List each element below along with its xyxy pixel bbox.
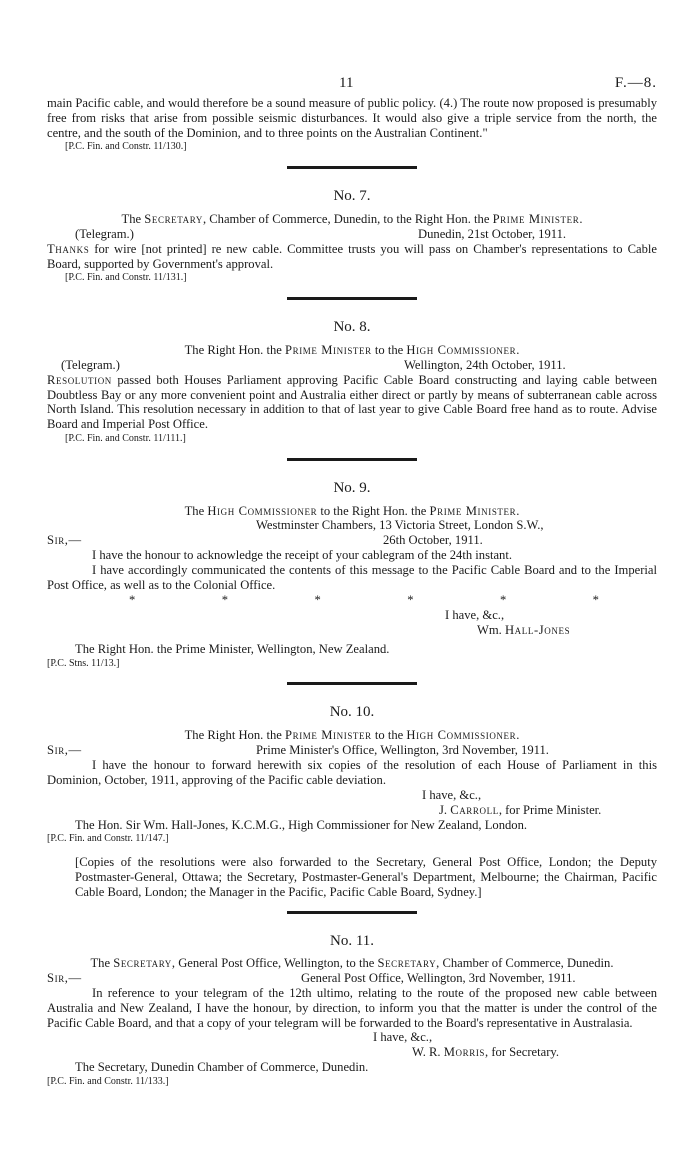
section-heading: No. 9.	[333, 479, 371, 496]
star: *	[407, 592, 414, 607]
file-reference: [P.C. Fin. and Constr. 11/111.]	[65, 432, 186, 444]
star: *	[221, 592, 229, 607]
file-reference: [P.C. Fin. and Constr. 11/131.]	[65, 272, 187, 284]
star: *	[592, 592, 599, 607]
signature-line	[47, 623, 657, 638]
telegram-body: Resolution passed both Houses Parliament approving Pacific Cable Board constructing and laying cable between Doubtless Bay or any more convenient point and Australia either direct or partly by means of subterranean cable across North Island. This resolution necessary in addition to that of last year to give Cable Board free hand as to route. Advise Board and Imperial Post Office.	[47, 372, 657, 432]
section-divider	[287, 458, 417, 461]
letter-title: The Right Hon. the Prime Minister to the High Commissioner.	[184, 728, 520, 743]
file-reference: [P.C. Stns. 11/13.]	[47, 657, 120, 669]
telegram-line	[47, 227, 657, 242]
section-heading: No. 7.	[333, 188, 371, 205]
letter-title: The High Commissioner to the Right Hon. the Prime Minister.	[184, 503, 520, 518]
salutation-line	[47, 743, 657, 758]
closing: I have, &c.,	[445, 607, 505, 622]
place-date: General Post Office, Wellington, 3rd November, 1911.	[301, 971, 576, 986]
document-page	[47, 76, 657, 1090]
star: *	[499, 592, 507, 607]
star: *	[314, 592, 321, 607]
file-reference: [P.C. Fin. and Constr. 11/147.]	[47, 833, 169, 845]
address-line	[47, 518, 657, 533]
closing-line	[47, 608, 657, 623]
place-date: Prime Minister's Office, Wellington, 3rd November, 1911.	[256, 742, 549, 757]
addressee: The Secretary, Dunedin Chamber of Commerce, Dunedin.	[75, 1060, 369, 1075]
closing-line	[47, 788, 657, 803]
place-date: Dunedin, 21st October, 1911.	[418, 226, 567, 241]
letter-title: The Secretary, Chamber of Commerce, Dunedin, to the Right Hon. the Prime Minister.	[121, 211, 583, 226]
omission-stars	[129, 593, 599, 608]
continued-paragraph: main Pacific cable, and would therefore be a sound measure of public policy. (4.) The route now proposed is presumably free from risks that arise from possible seismic disturbances. It would also give a triple service from the north, the centre, and the south of the Dominion, and to three points on the Australian Continent."	[47, 96, 657, 140]
page-header	[47, 76, 657, 96]
salutation-line	[47, 533, 657, 548]
signature: Wm. Hall-Jones	[477, 622, 571, 637]
closing: I have, &c.,	[422, 787, 482, 802]
addressee: The Right Hon. the Prime Minister, Wellington, New Zealand.	[75, 641, 390, 656]
letter-title: The Secretary, General Post Office, Wellington, to the Secretary, Chamber of Commerce, Dunedin.	[90, 956, 614, 971]
closing: I have, &c.,	[373, 1030, 433, 1045]
closing-line	[47, 1030, 657, 1045]
signature: J. Carroll, for Prime Minister.	[439, 802, 602, 817]
letter-date: 26th October, 1911.	[383, 533, 483, 548]
telegram-line	[47, 358, 657, 373]
salutation: Sir,—	[47, 742, 82, 757]
salutation: Sir,—	[47, 971, 82, 986]
bracket-note: [Copies of the resolutions were also forwarded to the Secretary, General Post Office, London; the Deputy Postmaster-General, Ottawa; the Secretary, Postmaster-General's Department, Melbourne; the Chairman, Pacific Cable Board, London; the Manager in the Pacific, Pacific Cable Board, Sydney.]	[75, 855, 657, 899]
sender-address: Westminster Chambers, 13 Victoria Street, London S.W.,	[256, 518, 544, 533]
section-heading: No. 11.	[329, 932, 375, 949]
signature: W. R. Morris, for Secretary.	[412, 1045, 560, 1060]
file-reference: [P.C. Fin. and Constr. 11/133.]	[47, 1076, 169, 1088]
salutation: Sir,—	[47, 533, 82, 548]
star: *	[129, 592, 136, 607]
section-divider	[287, 682, 417, 685]
section-divider	[287, 911, 417, 914]
addressee: The Hon. Sir Wm. Hall-Jones, K.C.M.G., High Commissioner for New Zealand, London.	[75, 817, 528, 832]
section-heading: No. 8.	[333, 319, 371, 336]
letter-paragraph: I have accordingly communicated the contents of this message to the Pacific Cable Board and to the Imperial Post Office, as well as to the Colonial Office.	[47, 563, 657, 592]
page-number: 11	[339, 75, 354, 91]
letter-paragraph: I have the honour to forward herewith six copies of the resolution of each House of Parliament in this Dominion, October, 1911, approving of the Pacific cable deviation.	[47, 757, 657, 787]
letter-paragraph: I have the honour to acknowledge the receipt of your cablegram of the 24th instant.	[92, 548, 512, 563]
place-date: Wellington, 24th October, 1911.	[404, 357, 566, 372]
signature-line	[47, 1045, 657, 1060]
salutation-line	[47, 971, 657, 986]
section-divider	[287, 166, 417, 169]
file-reference: [P.C. Fin. and Constr. 11/130.]	[65, 141, 187, 153]
section-heading: No. 10.	[329, 704, 375, 721]
letter-paragraph: In reference to your telegram of the 12th ultimo, relating to the route of the proposed new cable between Australia and New Zealand, I have the honour, by direction, to inform you that the matter is under the control of the Pacific Cable Board, and that a copy of your telegram will be forwarded to the Board's representative in Australasia.	[47, 986, 657, 1030]
letter-title: The Right Hon. the Prime Minister to the High Commissioner.	[184, 342, 520, 357]
signature-line	[47, 803, 657, 818]
section-divider	[287, 297, 417, 300]
telegram-label: (Telegram.)	[75, 226, 134, 241]
telegram-body: Thanks for wire [not printed] re new cable. Committee trusts you will pass on Chamber's representations to Cable Board, supported by Government's approval.	[47, 241, 657, 271]
telegram-label: (Telegram.)	[61, 357, 120, 372]
document-reference: F.—8.	[614, 75, 657, 91]
